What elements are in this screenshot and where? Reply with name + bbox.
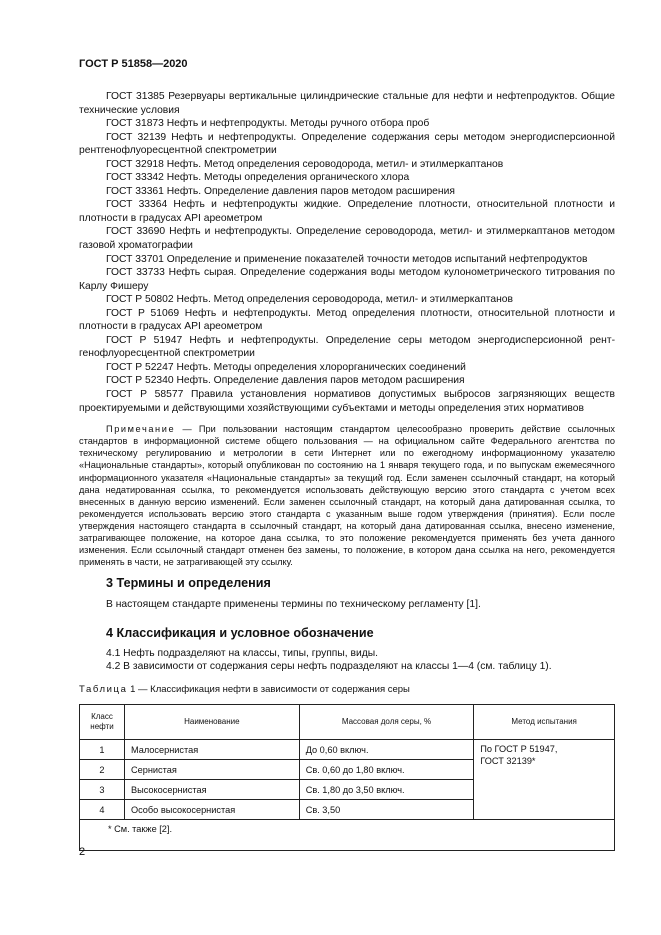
cell-name: Особо высокосернистая	[124, 800, 299, 820]
normative-references	[79, 90, 615, 568]
reference-item: ГОСТ 33733 Нефть сырая. Определение содержания воды методом кулонометрического титрования по Карлу Фишеру	[79, 267, 615, 292]
cell-sulfur: Св. 0,60 до 1,80 включ.	[299, 760, 474, 780]
reference-item: ГОСТ Р 52340 Нефть. Определение давления паров методом расширения	[106, 375, 465, 387]
table-footnote: * См. также [2].	[80, 820, 615, 851]
table-caption-text: 1 — Классификация нефти в зависимости от содержания серы	[127, 684, 410, 695]
sulfur-classification-table	[79, 704, 615, 851]
reference-item: ГОСТ 32918 Нефть. Метод определения сероводорода, метил- и этилмеркаптанов	[106, 158, 504, 170]
table-caption	[79, 684, 410, 695]
reference-item: ГОСТ 32139 Нефть и нефтепродукты. Определение содержания серы методом энергодисперсионной рентгенофлуоресцентной спектрометрии	[79, 131, 615, 157]
table-row	[80, 740, 615, 760]
method-line-1: По ГОСТ Р 51947,	[480, 744, 558, 754]
reference-item: ГОСТ 33342 Нефть. Методы определения органического хлора	[106, 172, 410, 184]
cell-class: 4	[80, 800, 125, 820]
note-paragraph	[79, 423, 615, 568]
header-name: Наименование	[124, 705, 299, 740]
cell-sulfur: Св. 3,50	[299, 800, 474, 820]
cell-method	[474, 740, 615, 820]
section-4-paragraph-2: 4.2 В зависимости от содержания серы нефть подразделяют на классы 1—4 (см. таблицу 1).	[106, 661, 552, 672]
table-caption-label: Таблица	[79, 684, 128, 695]
cell-class: 1	[80, 740, 125, 760]
cell-name: Сернистая	[124, 760, 299, 780]
section-4-title: 4 Классификация и условное обозначение	[106, 626, 374, 640]
table-footnote-row	[80, 820, 615, 851]
cell-sulfur: Св. 1,80 до 3,50 включ.	[299, 780, 474, 800]
reference-item: ГОСТ 33690 Нефть и нефтепродукты. Определение сероводорода, метил- и этилмеркаптанов методом газовой хроматографии	[79, 226, 615, 252]
reference-item: ГОСТ Р 51947 Нефть и нефтепродукты. Определение серы методом энергодисперсионной рентгенофлуоресцентной спектрометрии	[79, 334, 615, 360]
cell-name: Высокосернистая	[124, 780, 299, 800]
header-method: Метод испытания	[474, 705, 615, 740]
table-header-row	[80, 705, 615, 740]
reference-item: ГОСТ Р 51069 Нефть и нефтепродукты. Метод определения плотности, относительной плотности и плотности в градусах API ареометром	[79, 307, 615, 333]
section-3-text: В настоящем стандарте применены термины по техническому регламенту [1].	[106, 599, 481, 610]
cell-sulfur: До 0,60 включ.	[299, 740, 474, 760]
reference-item: ГОСТ 31873 Нефть и нефтепродукты. Методы ручного отбора проб	[106, 118, 430, 130]
cell-class: 2	[80, 760, 125, 780]
section-4-paragraph-1: 4.1 Нефть подразделяют на классы, типы, группы, виды.	[106, 648, 378, 659]
reference-item: ГОСТ 33364 Нефть и нефтепродукты жидкие. Определение плотности, относительной плотности и плотности в градусах API ареометром	[79, 199, 615, 224]
note-label: Примечание	[106, 424, 176, 435]
method-line-2: ГОСТ 32139*	[480, 756, 536, 766]
document-header: ГОСТ Р 51858—2020	[79, 58, 188, 70]
page-number: 2	[79, 846, 86, 858]
reference-item: ГОСТ 33701 Определение и применение показателей точности методов испытаний нефтепродуктов	[106, 253, 588, 265]
header-sulfur: Массовая доля серы, %	[299, 705, 474, 740]
reference-item: ГОСТ Р 52247 Нефть. Методы определения хлорорганических соединений	[106, 361, 466, 373]
section-3-title: 3 Термины и определения	[106, 576, 271, 590]
reference-item: ГОСТ Р 58577 Правила установления нормативов допустимых выбросов загрязняющих веществ проектируемыми и действующими хозяйствующими субъектами и методы определения этих нормативов	[79, 389, 615, 414]
reference-item: ГОСТ 33361 Нефть. Определение давления паров методом расширения	[106, 185, 455, 197]
cell-name: Малосернистая	[124, 740, 299, 760]
reference-item: ГОСТ 31385 Резервуары вертикальные цилиндрические стальные для нефти и нефтепродуктов. Общие технические условия	[79, 91, 615, 116]
header-class: Класс нефти	[80, 705, 125, 740]
cell-class: 3	[80, 780, 125, 800]
reference-item: ГОСТ Р 50802 Нефть. Метод определения сероводорода, метил- и этилмеркаптанов	[106, 294, 513, 306]
note-text: — При пользовании настоящим стандартом целесообразно проверить действие ссылочных стандартов в информационной системе общего пользования — на официальном сайте Федерального агентства по техническому регулированию и метрологии в сети Интернет или по ежегодному информационному указателю «Национальные стандарты», который опубликован по состоянию на 1 января текущего года, и по выпускам ежемесячного информационного указателя «Национальные стандарты» за текущий год. Если заменен ссылочный стандарт, на который дана недатированная ссылка, то рекомендуется использовать действующую версию этого стандарта с учетом всех внесенных в данную версию изменений. Если заменен ссылочный стандарт, на который дана датированная ссылка, то рекомендуется использовать версию этого стандарта с указанным выше годом утверждения (принятия). Если после утверждения настоящего стандарта в ссылочный стандарт, на который дана датированная ссылка, внесено изменение, затрагивающее положение, на которое дана ссылка, то это положение рекомендуется применять без учета данного изменения. Если ссылочный стандарт отменен без замены, то положение, в котором дана ссылка на него, рекомендуется применять в части, не затрагивающей эту ссылку.	[79, 424, 615, 568]
